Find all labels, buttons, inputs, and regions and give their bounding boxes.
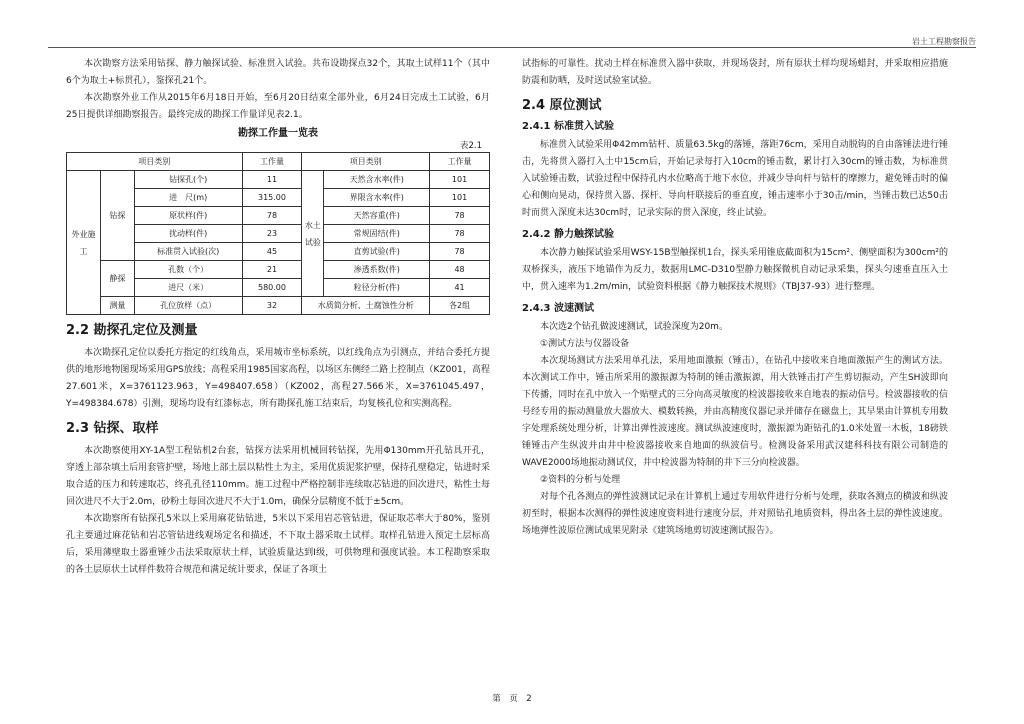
subgroup-drill: 钻探 [100,171,134,261]
continued-paragraph: 试指标的可靠性。扰动土样在标准贯入器中获取，并现场袋封，所有原状土样均现场蜡封，并采取相应措施防震和防晒，及时送试验室试验。 [522,59,948,86]
cell-qty: 41 [430,279,490,297]
cell-qty: 78 [430,225,490,243]
cell-qty: 32 [242,297,302,315]
header-qty: 工作量 [430,153,490,171]
section-2-3-paragraph-1: 本次勘察使用XY-1A型工程钻机2台套，钻探方法采用机械回转钻探，先用Φ130mm开孔钻具开孔，穿透上部杂填土后用套管护壁，场地上部土层以粘性土为主，采用优质泥浆护壁，保持孔壁稳定，钻进时采取合适的压力和转速取芯，终孔孔径110mm。施工过程中严格控制非连续取芯钻进的回次进尺，粘性土每回次进尺不大于2.0m，砂粉土每回次进尺不大于1.0m，确保分层精度不低于±5cm。 [66,446,490,507]
table-row [67,297,490,315]
cell-qty: 11 [242,171,302,189]
cell-item: 直剪试验(件) [324,243,430,261]
cell-item: 进 尺(m) [134,189,242,207]
cell-item: 进尺（米） [134,279,242,297]
subgroup-cpt: 静探 [100,261,134,297]
header-item: 项目类别 [67,153,243,171]
report-title: 岩土工程勘察报告 [912,37,976,46]
cell-qty: 101 [430,189,490,207]
table-row [67,171,490,189]
group-lab: 水土试验 [302,171,324,297]
section-2-2-title: 2.2 勘探孔定位及测量 [66,323,198,338]
cell-qty: 78 [430,207,490,225]
intro-paragraph-1: 本次勘察方法采用钻探、静力触探试验、标准贯入试验。共布设勘探点32个，其取土试样11个（其中6个为取土+标贯孔），鉴探孔21个。 [66,59,490,86]
cell-item: 钻探孔(个) [134,171,242,189]
header-divider [48,47,976,48]
header-qty: 工作量 [242,153,302,171]
cell-item: 界限含水率(件) [324,189,430,207]
workload-table [66,152,490,315]
section-2-4-3-paragraph-2: 本次现场测试方法采用单孔法，采用地面激振（锤击），在钻孔中接收来自地面激振产生的测试方法。本次测试工作中，锤击所采用的激振源为特制的锤击激振源，用大铁锤击打产生剪切振动，产生SH波即向下传播，同时在孔中放入一个贴壁式的三分向高灵敏度的检波器接收来自地表的振动信号。检波器接收的信号经专用的振动测量放大器放大、模数转换，并由高精度仪器记录并储存在磁盘上，其早果由计算机专用数字处理系统处理分析，计算出弹性波速度。测试纵波速度时，激振源为距钻孔的1.0米处置一木板，18磅铁锤锤击产生纵波并由井中检波器接收来自地面的纵波信号。检测设备采用武汉建科科技有限公司制造的WAVE2000场地振动测试仪，井中检波器为特制的井下三分向检波器。 [522,356,948,468]
subgroup-survey: 测量 [100,297,134,315]
cell-qty: 78 [430,243,490,261]
cell-qty: 78 [242,207,302,225]
group-outdoor: 外业施工 [67,171,101,315]
cell-item: 原状样(件) [134,207,242,225]
cell-qty: 45 [242,243,302,261]
section-2-4-1-paragraph: 标准贯入试验采用Φ42mm钻杆、质量63.5kg的落锤，落距76cm，采用自动脱钩的自由落锤法进行锤击，先将贯入器打入土中15cm后，开始记录每打入10cm的锤击数，累计打入30cm的锤击数，为标准贯入试验锤击数，试验过程中保持孔内水位略高于地下水位，并减少导向杆与钻杆的摩擦力，避免锤击时的偏心和侧向晃动，保持贯入器、探杆、导向杆联接后的垂直度，锤击速率小于30击/min，当锤击数已达50击时而贯入深度未达30cm时，记录实际的贯入深度，终止试验。 [522,140,948,218]
cell-qty: 23 [242,225,302,243]
table-title: 勘探工作量一览表 [238,128,318,139]
section-2-4-2-paragraph: 本次静力触探试验采用WSY-15B型触探机1台，探头采用锥底截面积为15cm²、侧壁面积为300cm²的双桥探头，液压下地锚作为反力，数据用LMC-D310型静力触探微机自动记录采集，探头匀速垂直压入土中，贯入速率为1.2m/min，试验资料根据《静力触探技术规则》（TBJ37-93）进行整理。 [522,248,948,292]
cell-qty: 各2组 [430,297,490,315]
table-number: 表2.1 [459,141,482,151]
intro-paragraph-2: 本次勘察外业工作从2015年6月18日开始，至6月20日结束全部外业，6月24日完成土工试验，6月25日提供详细勘察报告。最终完成的勘探工作量详见表2.1。 [66,93,490,120]
cell-item: 标准贯入试验(次) [134,243,242,261]
section-2-4-1-title: 2.4.1 标准贯入试验 [522,121,614,132]
section-2-4-title: 2.4 原位测试 [522,98,602,113]
analysis-subheading: ②资料的分析与处理 [540,475,621,485]
cell-item: 孔位放样（点） [134,297,242,315]
section-2-4-3-paragraph-3: 对每个孔各测点的弹性波测试记录在计算机上通过专用软件进行分析与处理，获取各测点的横波和纵波初至时，根据本次测得的弹性波速度资料进行速度分层，并对照钻孔地质资料，得出各土层的弹性波速度。场地弹性波原位测试成果见附录《建筑场地剪切波速测试报告》。 [522,492,948,536]
cell-item: 渗透系数(件) [324,261,430,279]
section-2-4-3-paragraph-1: 本次选2个钻孔做波速测试，试验深度为20m。 [540,322,728,332]
right-column [522,56,948,540]
section-2-3-title: 2.3 钻探、取样 [66,421,159,436]
cell-item: 常规固结(件) [324,225,430,243]
cell-qty: 580.00 [242,279,302,297]
cell-item: 孔数（个） [134,261,242,279]
cell-item: 天然含水率(件) [324,171,430,189]
cell-item: 水质简分析、土腐蚀性分析 [302,297,430,315]
cell-qty: 48 [430,261,490,279]
cell-item: 扰动样(件) [134,225,242,243]
header-item: 项目类别 [302,153,430,171]
cell-qty: 315.00 [242,189,302,207]
table-header-row [67,153,490,171]
method-subheading: ①测试方法与仪器设备 [540,339,630,349]
section-2-4-2-title: 2.4.2 静力触探试验 [522,229,614,240]
cell-item: 天然容重(件) [324,207,430,225]
section-2-2-paragraph: 本次勘探孔定位以委托方指定的红线角点，采用城市坐标系统，以红线角点为引测点，并结合委托方提供的地形地物图现场采用GPS放线；高程采用1985国家高程，以场区东侧经二路上控制点（KZ001，高程27.601米，X=3761123.963，Y=498407.658）（KZ002，高程27.566米，X=3761045.497，Y=498384.678）引测，现场均设有红漆标志，所有勘探孔施工结束后，均复核孔位和实测高程。 [66,348,490,409]
table-row [67,261,490,279]
cell-item: 粒径分析(件) [324,279,430,297]
page-number: 第 页 2 [492,694,532,704]
cell-qty: 101 [430,171,490,189]
cell-qty: 21 [242,261,302,279]
left-column [66,56,490,579]
section-2-4-3-title: 2.4.3 波速测试 [522,303,594,314]
section-2-3-paragraph-2: 本次勘察所有钻探孔5米以上采用麻花钻钻进，5米以下采用岩芯管钻进，保证取芯率大于80%，鉴别孔主要通过麻花钻和岩芯管钻进线观场定名和描述，不下取土器采取土试样。取样孔钻进入预定土层标高后，采用薄壁取土器重锤少击法采取原状土样，试验质量达到Ⅰ级，可供物理和强度试验。本工程勘察采取的各土层原状土试样件数符合规范和满足统计要求，保证了各项土 [66,514,490,575]
